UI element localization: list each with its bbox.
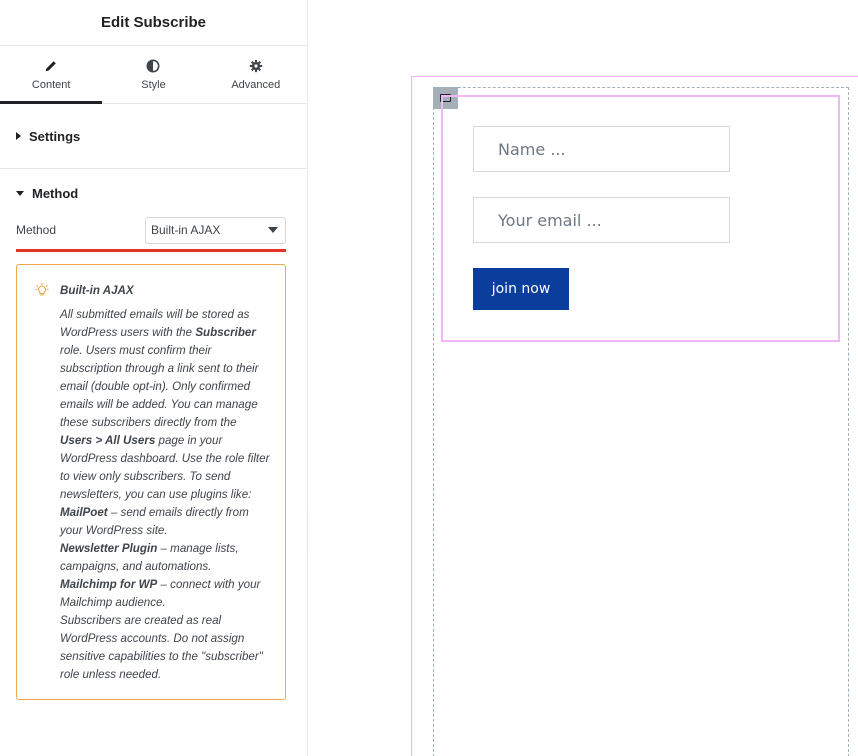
method-select[interactable]: [145, 217, 286, 244]
method-control-label: Method: [16, 223, 57, 237]
panel-tabs: [0, 46, 307, 104]
method-section-label: Method: [32, 185, 79, 201]
notice-bold-users: Users > All Users: [60, 434, 156, 447]
notice-paragraph: [60, 306, 271, 504]
notice-text-part: – connect with your Mailchimp audience.: [60, 578, 261, 609]
tab-content-label: Content: [31, 78, 71, 91]
half-circle-icon: [146, 59, 160, 73]
tab-advanced-label: Advanced: [231, 78, 281, 91]
chevron-down-icon: [268, 227, 278, 233]
settings-section-label: Settings: [29, 128, 81, 144]
method-notice: [16, 264, 286, 700]
notice-bold-subscriber: Subscriber: [195, 326, 256, 339]
caret-down-icon: [16, 191, 24, 196]
notice-footer: Subscribers are created as real WordPress accounts. Do not assign sensitive capabilities to the "subscriber" role unless needed.: [60, 614, 263, 681]
lightbulb-icon: [35, 283, 49, 297]
settings-section-toggle[interactable]: [0, 104, 307, 168]
email-input-placeholder: Your email ...: [498, 210, 602, 230]
notice-mailpoet: [60, 504, 271, 540]
method-select-value: Built-in AJAX: [151, 223, 221, 237]
pencil-icon: [44, 59, 58, 73]
notice-bold-mailpoet: MailPoet: [60, 506, 108, 519]
method-control: [0, 215, 307, 245]
notice-text: [35, 282, 271, 684]
notice-mailchimp: [60, 576, 271, 612]
join-now-button[interactable]: join now: [473, 268, 569, 310]
error-underline: [16, 249, 286, 252]
method-section: [0, 169, 307, 700]
settings-section: [0, 104, 307, 169]
notice-text-part: – send emails directly from your WordPress site.: [60, 506, 249, 537]
caret-right-icon: [16, 132, 21, 140]
notice-text-part: – manage lists, campaigns, and automations.: [60, 542, 239, 573]
tab-style[interactable]: [102, 46, 204, 103]
panel-title: Edit Subscribe: [0, 0, 307, 46]
notice-title: Built-in AJAX: [60, 284, 134, 297]
tab-style-label: Style: [141, 78, 166, 91]
notice-newsletter: [60, 540, 271, 576]
editor-panel: [0, 0, 308, 756]
gear-icon: [249, 59, 263, 73]
name-input-placeholder: Name ...: [498, 139, 566, 159]
notice-bold-mailchimp: Mailchimp for WP: [60, 578, 158, 591]
tab-content[interactable]: [0, 46, 102, 103]
method-section-toggle[interactable]: [0, 169, 307, 217]
notice-bold-newsletter: Newsletter Plugin: [60, 542, 158, 555]
tab-advanced[interactable]: [205, 46, 307, 103]
name-input[interactable]: [473, 126, 730, 172]
notice-text-part: page in your WordPress dashboard. Use the role filter to view only subscribers. To send newsletters, you can use plugins like:: [60, 434, 270, 501]
notice-text-part: role. Users must confirm their subscription through a link sent to their email (double opt-in). Only confirmed emails will be added. You can manage these subscribers directly from the: [60, 344, 259, 429]
notice-text-part: All submitted emails will be stored as WordPress users with the: [60, 308, 250, 339]
email-input[interactable]: [473, 197, 730, 243]
